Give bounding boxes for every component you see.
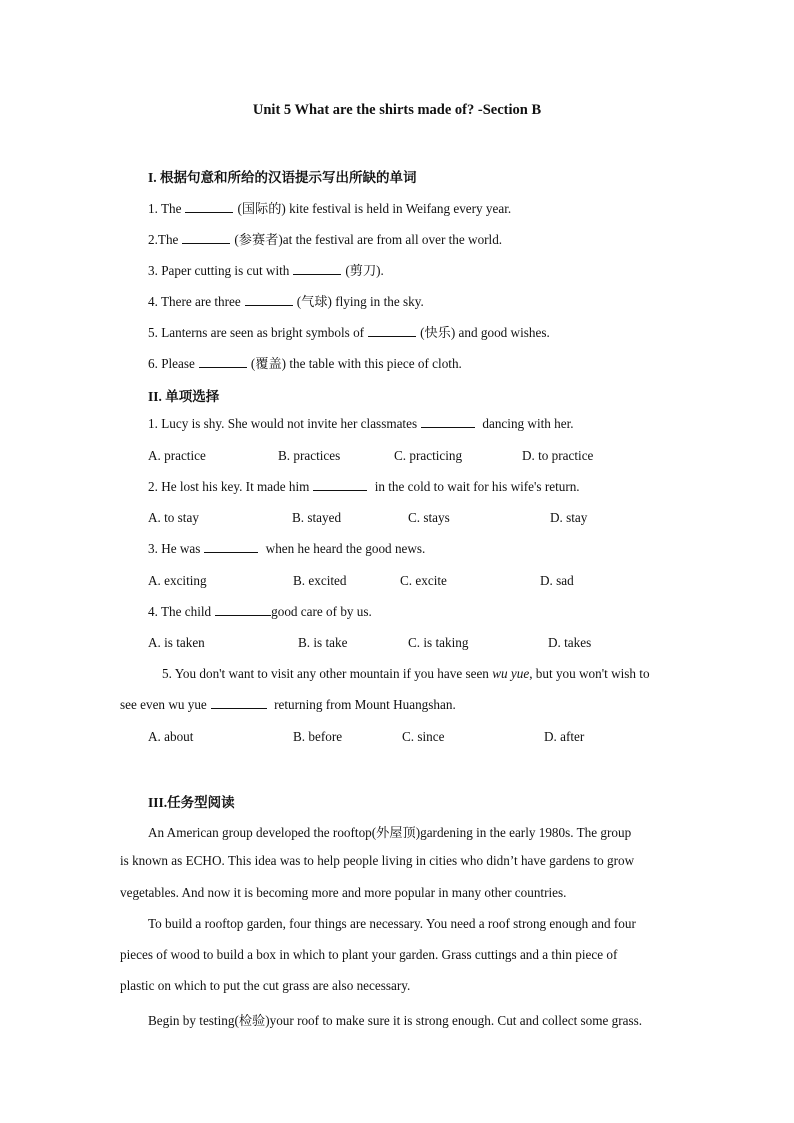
page-title: Unit 5 What are the shirts made of? -Section B (252, 102, 542, 118)
question-text: 1. Lucy is shy. She would not invite her classmates (148, 416, 418, 431)
question-text: returning from Mount Huangshan. (274, 697, 456, 712)
answer-blank (421, 416, 475, 428)
option-a: A. to stay (148, 510, 199, 525)
item-text: 4. There are three (148, 294, 241, 309)
chinese-hint: (快乐) (420, 325, 456, 340)
item-text: 6. Please (148, 356, 195, 371)
question-text: 4. The child (148, 604, 212, 619)
chinese-hint: (国际的) (237, 201, 286, 216)
option-d: D. stay (550, 510, 588, 525)
question-text: when he heard the good news. (265, 541, 426, 556)
item-text: the table with this piece of cloth. (289, 356, 462, 371)
item-text: 5. Lanterns are seen as bright symbols of (148, 325, 365, 340)
mc-question-3 (148, 541, 425, 557)
answer-blank (313, 479, 367, 491)
question-text: 5. You don't want to visit any other mountain if you have seen (162, 666, 489, 681)
fill-item-4 (148, 291, 424, 310)
option-b: B. stayed (292, 510, 342, 525)
mc-question-5 (162, 666, 650, 682)
answer-blank (182, 232, 230, 244)
reading-line: An American group developed the rooftop(外屋顶)gardening in the early 1980s. The group (148, 825, 632, 840)
chinese-hint: (参赛者) (234, 232, 283, 247)
item-text: 1. The (148, 201, 182, 216)
item-text: and good wishes. (458, 325, 550, 340)
reading-line: Begin by testing(检验)your roof to make sure it is strong enough. Cut and collect some grass. (148, 1013, 643, 1028)
item-text: flying in the sky. (335, 294, 424, 309)
chinese-hint: (气球) (296, 294, 332, 309)
option-d: D. to practice (522, 448, 594, 463)
section-2-heading: II. 单项选择 (148, 389, 220, 404)
option-b: B. before (293, 729, 343, 744)
item-text: 3. Paper cutting is cut with (148, 263, 290, 278)
reading-line: is known as ECHO. This idea was to help people living in cities who didn’t have gardens to grow (120, 853, 635, 868)
option-c: C. practicing (394, 448, 463, 463)
question-text: , but you won't wish to (529, 666, 650, 681)
question-text: see even wu yue (120, 697, 207, 712)
section-3-heading: III.任务型阅读 (148, 795, 235, 810)
answer-blank (204, 541, 258, 553)
option-a: A. practice (148, 448, 206, 463)
mc-question-5-continued (120, 697, 456, 713)
fill-item-2 (148, 229, 502, 248)
option-a: A. about (148, 729, 194, 744)
answer-blank (368, 325, 416, 337)
answer-blank (185, 201, 233, 213)
fill-item-1 (148, 198, 511, 217)
answer-blank (215, 604, 271, 616)
answer-blank (199, 356, 247, 368)
option-d: D. sad (540, 573, 574, 588)
item-text: 2.The (148, 232, 179, 247)
fill-item-6 (148, 353, 462, 372)
item-text: at the festival are from all over the world. (282, 232, 503, 247)
question-text: 3. He was (148, 541, 201, 556)
reading-line: plastic on which to put the cut grass are also necessary. (120, 978, 411, 993)
mc-question-2 (148, 479, 580, 495)
fill-item-5 (148, 322, 550, 341)
option-c: C. since (402, 729, 445, 744)
section-1-heading: I. 根据句意和所给的汉语提示写出所缺的单词 (148, 170, 417, 185)
option-b: B. practices (278, 448, 341, 463)
option-b: B. excited (293, 573, 347, 588)
question-text: good care of by us. (271, 604, 372, 619)
mc-question-4 (148, 604, 372, 620)
option-a: A. is taken (148, 635, 205, 650)
question-text: 2. He lost his key. It made him (148, 479, 310, 494)
reading-line: pieces of wood to build a box in which to plant your garden. Grass cuttings and a thin piece of (120, 947, 618, 962)
answer-blank (293, 263, 341, 275)
option-a: A. exciting (148, 573, 207, 588)
answer-blank (211, 697, 267, 709)
fill-item-3 (148, 260, 384, 279)
question-text: in the cold to wait for his wife's return. (374, 479, 580, 494)
option-c: C. is taking (408, 635, 469, 650)
option-c: C. stays (408, 510, 450, 525)
question-text: dancing with her. (482, 416, 574, 431)
option-b: B. is take (298, 635, 348, 650)
reading-line: To build a rooftop garden, four things are necessary. You need a roof strong enough and four (148, 916, 636, 931)
reading-line: vegetables. And now it is becoming more and more popular in many other countries. (120, 885, 567, 900)
option-d: D. takes (548, 635, 592, 650)
option-d: D. after (544, 729, 585, 744)
chinese-hint: (剪刀). (345, 263, 384, 278)
option-c: C. excite (400, 573, 447, 588)
question-italic-text: wu yue (492, 666, 530, 681)
mc-question-1 (148, 416, 574, 432)
item-text: kite festival is held in Weifang every year. (289, 201, 512, 216)
chinese-hint: (覆盖) (250, 356, 287, 371)
answer-blank (245, 294, 293, 306)
